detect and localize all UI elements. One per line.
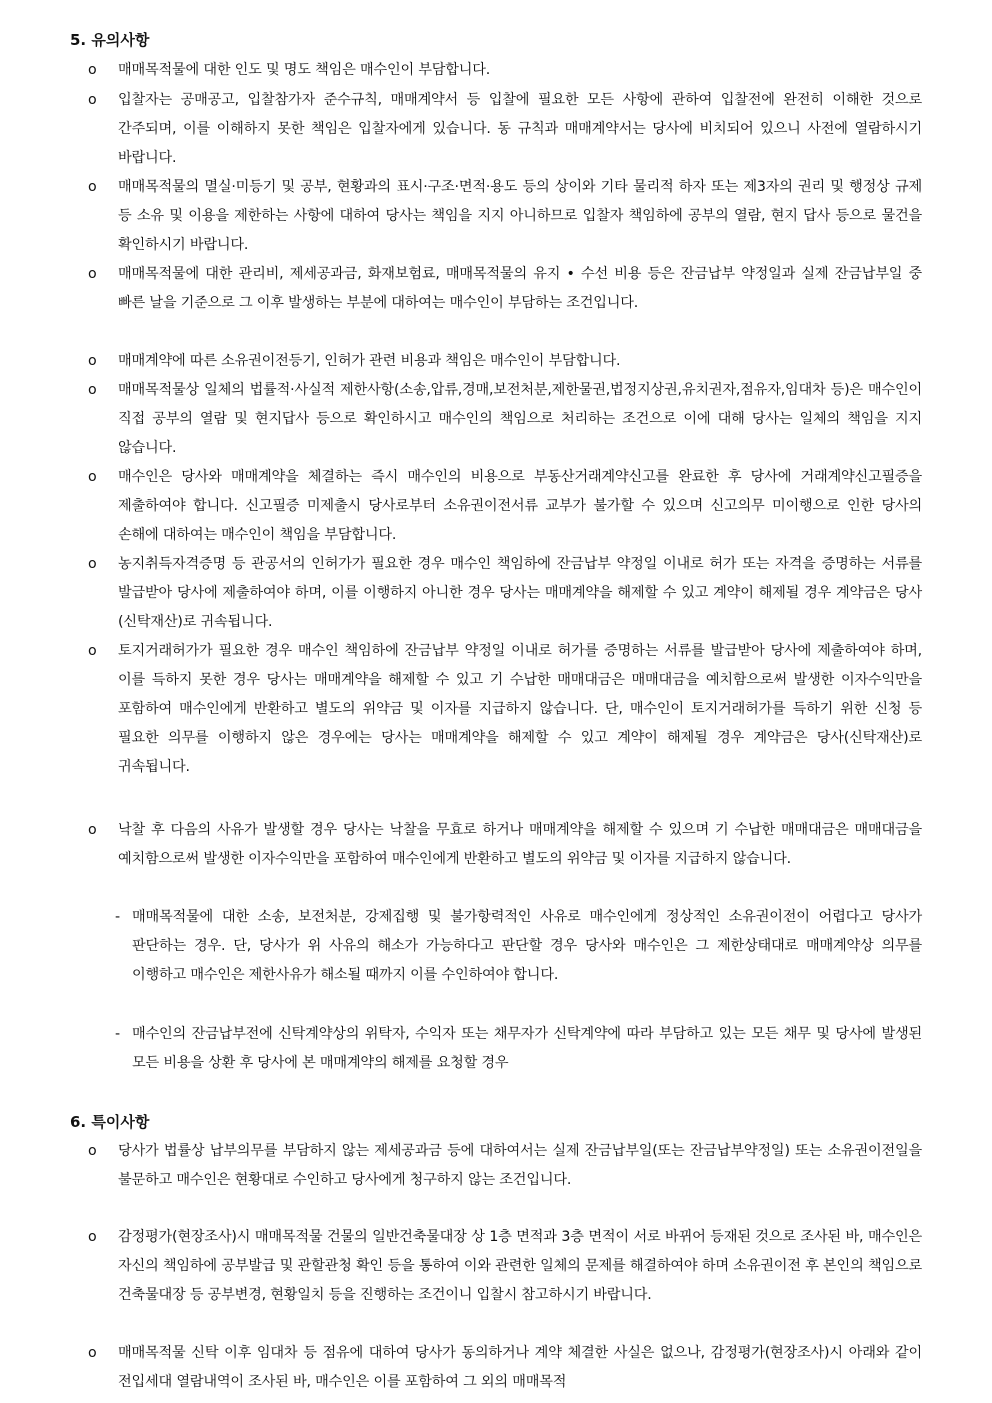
sub-list-item bbox=[115, 1020, 922, 1078]
item-text: 입찰자는 공매공고, 입찰참가자 준수규칙, 매매계약서 등 입찰에 필요한 모든 사항에 관하여 입찰전에 완전히 이해한 것으로 간주되며, 이를 이해하지 못한 책임은 입찰자에게 있습니다. 동 규칙과 매매계약서는 당사에 비치되어 있으니 사전에 열람하시기 바랍니다. bbox=[118, 92, 922, 166]
item-text: 낙찰 후 다음의 사유가 발생할 경우 당사는 낙찰을 무효로 하거나 매매계약을 해제할 수 있으며 기 수납한 매매대금은 매매대금을 예치함으로써 발생한 이자수익만을 포함하여 매수인에게 반환하고 별도의 위약금 및 이자를 지급하지 않습니다. bbox=[118, 822, 922, 867]
item-text: 토지거래허가가 필요한 경우 매수인 책임하에 잔금납부 약정일 이내로 허가를 증명하는 서류를 발급받아 당사에 제출하여야 하며, 이를 득하지 못한 경우 당사는 매매계약을 해제할 수 있고 기 수납한 매매대금은 매매대금을 예치함으로써 발생한 이자수익만을 포함하여 매수인에게 반환하고 별도의 위약금 및 이자를 지급하지 않습니다. 단, 매수인이 토지거래허가를 득하기 위한 신청 등 필요한 의무를 이행하지 않은 경우에는 당사는 매매계약을 해제할 수 있고 계약이 해제될 경우 계약금은 당사(신탁재산)로 귀속됩니다. bbox=[118, 643, 922, 775]
list-item bbox=[88, 347, 922, 376]
section-5-title: 5. 유의사항 bbox=[70, 31, 150, 49]
item-text: 감정평가(현장조사)시 매매목적물 건물의 일반건축물대장 상 1층 면적과 3층 면적이 서로 바뀌어 등재된 것으로 조사된 바, 매수인은 자신의 책임하에 공부발급 및 관할관청 확인 등을 통하여 이와 관련한 일체의 문제를 해결하여야 하며 소유권이전 후 본인의 책임으로 건축물대장 등 공부변경, 현황일치 등을 진행하는 조건이니 입찰시 참고하시기 바랍니다. bbox=[118, 1229, 922, 1303]
bullet-icon: o bbox=[88, 92, 97, 108]
list-item bbox=[88, 637, 922, 782]
section-6-title: 6. 특이사항 bbox=[70, 1113, 150, 1131]
item-text: 농지취득자격증명 등 관공서의 인허가가 필요한 경우 매수인 책임하에 잔금납부 약정일 이내로 허가 또는 자격을 증명하는 서류를 발급받아 당사에 제출하여야 하며, 이를 이행하지 아니한 경우 당사는 매매계약을 해제할 수 있고 계약이 해제될 경우 계약금은 당사(신탁재산)로 귀속됩니다. bbox=[118, 556, 922, 630]
item-text: 매매목적물에 대한 인도 및 명도 책임은 매수인이 부담합니다. bbox=[118, 62, 491, 78]
item-text: 매매계약에 따른 소유권이전등기, 인허가 관련 비용과 책임은 매수인이 부담합니다. bbox=[118, 353, 621, 369]
bullet-icon: o bbox=[88, 353, 97, 369]
list-item bbox=[88, 86, 922, 173]
item-text: 매매목적물의 멸실·미등기 및 공부, 현황과의 표시·구조·면적·용도 등의 상이와 기타 물리적 하자 또는 제3자의 권리 및 행정상 규제 등 소유 및 이용을 제한하는 사항에 대하여 당사는 책임을 지지 아니하므로 입찰자 책임하에 공부의 열람, 현지 답사 등으로 물건을 확인하시기 바랍니다. bbox=[118, 179, 922, 253]
bullet-icon: o bbox=[88, 1229, 97, 1245]
sub-item-text: 매수인의 잔금납부전에 신탁계약상의 위탁자, 수익자 또는 채무자가 신탁계약에 따라 부담하고 있는 모든 채무 및 당사에 발생된 모든 비용을 상환 후 당사에 본 매매계약의 해제를 요청할 경우 bbox=[132, 1026, 922, 1071]
list-item bbox=[88, 173, 922, 260]
bullet-icon: o bbox=[88, 179, 97, 195]
sub-item-text: 매매목적물에 대한 소송, 보전처분, 강제집행 및 불가항력적인 사유로 매수인에게 정상적인 소유권이전이 어렵다고 당사가 판단하는 경우. 단, 당사가 위 사유의 해소가 가능하다고 판단할 경우 당사와 매수인은 그 제한상태대로 매매계약상 의무를 이행하고 매수인은 제한사유가 해소될 때까지 이를 수인하여야 합니다. bbox=[132, 909, 922, 983]
bullet-icon: o bbox=[88, 643, 97, 659]
bullet-icon: o bbox=[88, 469, 97, 485]
bullet-icon: o bbox=[88, 1143, 97, 1159]
item-text: 매수인은 당사와 매매계약을 체결하는 즉시 매수인의 비용으로 부동산거래계약신고를 완료한 후 당사에 거래계약신고필증을 제출하여야 합니다. 신고필증 미제출시 당사로부터 소유권이전서류 교부가 불가할 수 있으며 신고의무 미이행으로 인한 당사의 손해에 대하여는 매수인이 책임을 부담합니다. bbox=[118, 469, 922, 543]
item-text: 매매목적물 신탁 이후 임대차 등 점유에 대하여 당사가 동의하거나 계약 체결한 사실은 없으나, 감정평가(현장조사)시 아래와 같이 전입세대 열람내역이 조사된 바, 매수인은 이를 포함하여 그 외의 매매목적 bbox=[118, 1345, 922, 1390]
bullet-icon: o bbox=[88, 556, 97, 572]
list-item bbox=[88, 550, 922, 637]
bullet-icon: o bbox=[88, 1345, 97, 1361]
bullet-icon: o bbox=[88, 266, 97, 282]
bullet-icon: o bbox=[88, 382, 97, 398]
item-text: 매매목적물에 대한 관리비, 제세공과금, 화재보험료, 매매목적물의 유지 • 수선 비용 등은 잔금납부 약정일과 실제 잔금납부일 중 빠른 날을 기준으로 그 이후 발생하는 부분에 대하여는 매수인이 부담하는 조건입니다. bbox=[118, 266, 922, 311]
list-item bbox=[88, 816, 922, 874]
bullet-icon: o bbox=[88, 62, 97, 78]
sub-list-item bbox=[115, 903, 922, 990]
dash-icon: - bbox=[115, 909, 121, 925]
list-item bbox=[88, 463, 922, 550]
list-item bbox=[88, 56, 922, 85]
bullet-icon: o bbox=[88, 822, 97, 838]
list-item bbox=[88, 1223, 922, 1310]
item-text: 당사가 법률상 납부의무를 부담하지 않는 제세공과금 등에 대하여서는 실제 잔금납부일(또는 잔금납부약정일) 또는 소유권이전일을 불문하고 매수인은 현황대로 수인하고 당사에게 청구하지 않는 조건입니다. bbox=[118, 1143, 922, 1188]
item-text: 매매목적물상 일체의 법률적·사실적 제한사항(소송,압류,경매,보전처분,제한물권,법정지상권,유치권자,점유자,임대차 등)은 매수인이 직접 공부의 열람 및 현지답사 등으로 확인하시고 매수인의 책임으로 처리하는 조건으로 이에 대해 당사는 일체의 책임을 지지 않습니다. bbox=[118, 382, 922, 456]
list-item bbox=[88, 376, 922, 463]
list-item bbox=[88, 260, 922, 318]
dash-icon: - bbox=[115, 1026, 121, 1042]
list-item bbox=[88, 1137, 922, 1195]
list-item bbox=[88, 1339, 922, 1397]
